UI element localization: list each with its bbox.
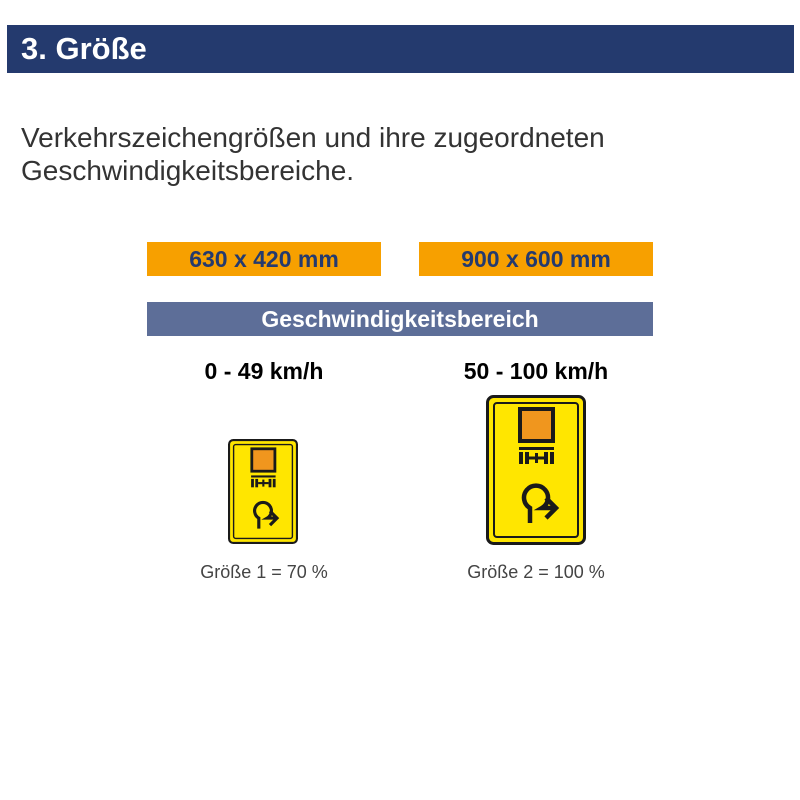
traffic-sign-size-2 [486,395,586,545]
intro-line-2: Geschwindigkeitsbereiche. [21,155,355,186]
section-title: 3. Größe [21,31,147,66]
speed-range-low: 0 - 49 km/h [204,358,324,384]
traffic-sign-size-1 [228,439,298,544]
speed-range-high: 50 - 100 km/h [463,358,609,384]
intro-line-1: Verkehrszeichengrößen und ihre zugeordneten [21,122,605,153]
speed-range-header: Geschwindigkeitsbereich [147,302,653,336]
size-label-large: 900 x 600 mm [419,242,653,276]
intro-text [21,121,721,187]
section-header [7,25,794,73]
sign-size-caption-1: Größe 1 = 70 % [200,562,328,582]
size-label-small: 630 x 420 mm [147,242,381,276]
sign-size-caption-2: Größe 2 = 100 % [467,562,605,582]
